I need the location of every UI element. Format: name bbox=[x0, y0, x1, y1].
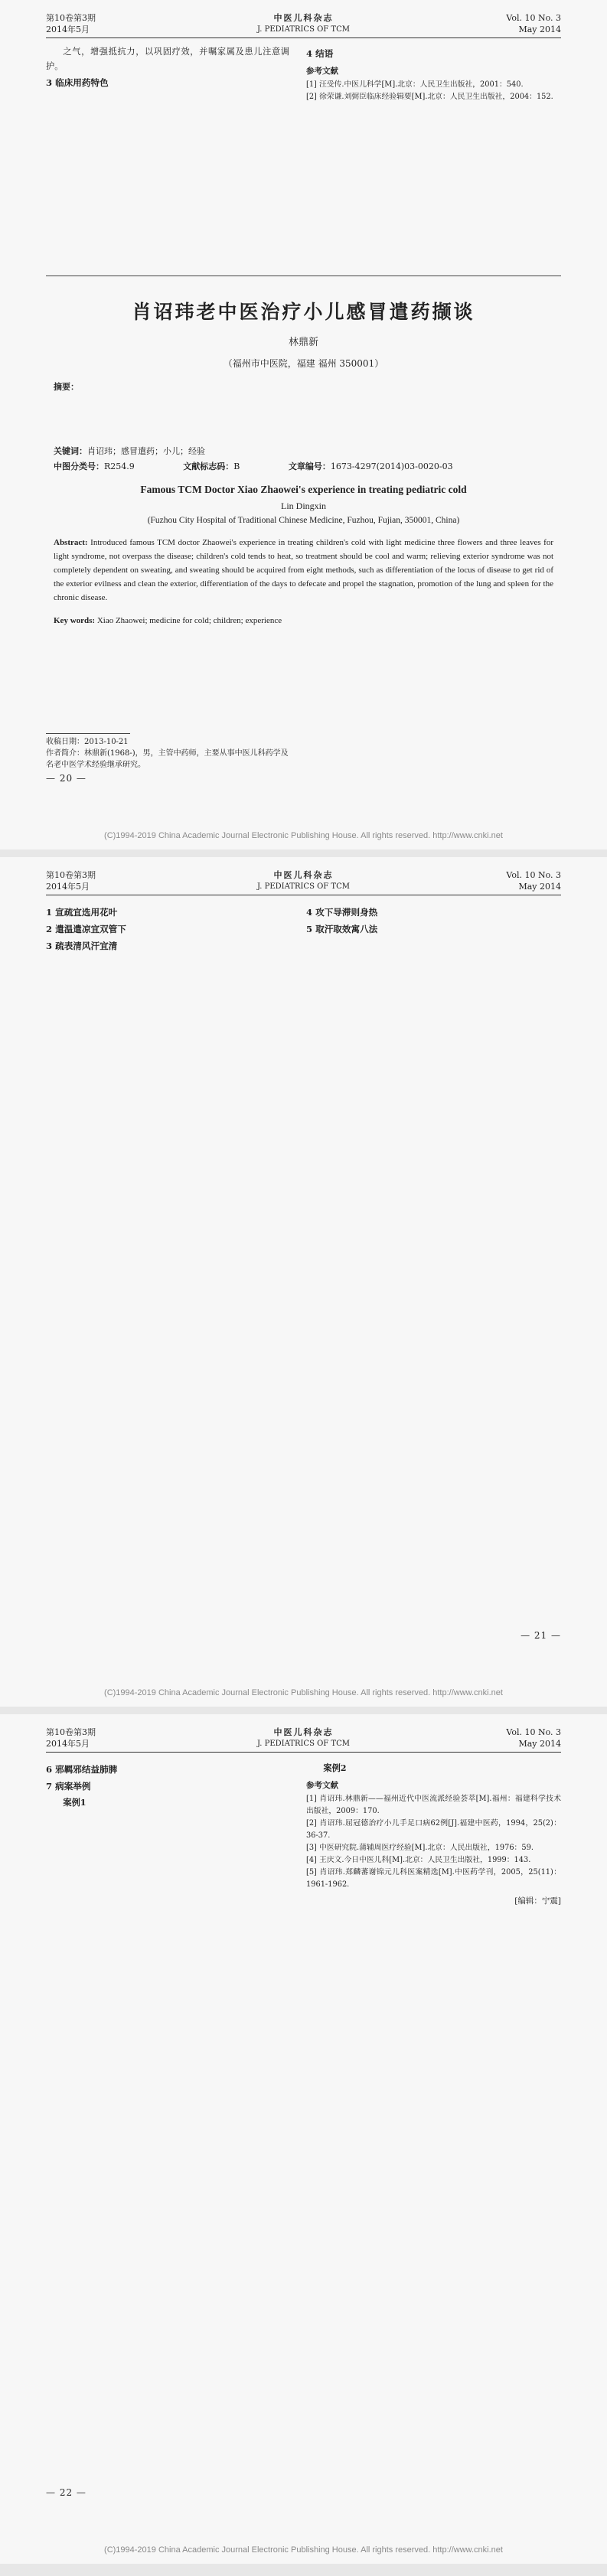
issue-month-en: May 2014 bbox=[518, 882, 561, 892]
body-col-left bbox=[46, 903, 289, 955]
keywords-en-label: Key words: bbox=[54, 616, 96, 625]
keywords-cn bbox=[54, 444, 553, 458]
journal-name-en: J. PEDIATRICS OF TCM bbox=[257, 882, 350, 891]
page-gap bbox=[0, 1707, 607, 1714]
journal-name-cn: 中医儿科杂志 bbox=[273, 13, 334, 23]
volume-number: Vol. 10 No. 3 bbox=[506, 870, 561, 880]
abstract-en bbox=[54, 536, 553, 605]
section-heading: 7 病案举例 bbox=[46, 1781, 91, 1792]
author-affiliation: （福州市中医院，福建 福州 350001） bbox=[223, 358, 384, 369]
page-number: — 21 — bbox=[521, 1630, 561, 1641]
article-id: 1673-4297(2014)03-0020-03 bbox=[330, 461, 453, 471]
abstract-cn bbox=[54, 380, 553, 394]
author-affiliation-en: (Fuzhou City Hospital of Traditional Chinese Medicine, Fuzhou, Fujian, 350001, China) bbox=[147, 516, 460, 525]
article-meta: 中图分类号：R254.9 文献标志码：B 文章编号：1673-4297(2014)03-0020-03 bbox=[54, 461, 453, 471]
keywords-text: 肖诏玮；感冒遣药；小儿；经验 bbox=[87, 446, 205, 456]
running-header bbox=[46, 6, 561, 38]
section-heading: 1 宣疏宜选用花叶 bbox=[46, 907, 118, 918]
volume-number: Vol. 10 No. 3 bbox=[506, 1727, 561, 1737]
received-date: 2013-10-21 bbox=[84, 738, 129, 746]
reference-item: [5] 肖诏玮.郑麟蕃谢锦元儿科医案精选[M].中医药学刊，2005，25(11)：1961-1962. bbox=[306, 1868, 561, 1889]
case-label: 案例1 bbox=[63, 1797, 86, 1808]
running-header bbox=[46, 1720, 561, 1753]
prev-article-col-left bbox=[46, 44, 289, 92]
reference-item: [3] 中医研究院.蒲辅周医疗经验[M].北京：人民出版社，1976：59. bbox=[306, 1844, 534, 1852]
article-title-en: Famous TCM Doctor Xiao Zhaowei's experience in treating pediatric cold bbox=[140, 484, 467, 495]
section-heading: 4 结语 bbox=[306, 48, 334, 59]
clc-number: R254.9 bbox=[104, 461, 135, 471]
case-paragraph bbox=[306, 1761, 561, 1775]
journal-name-cn: 中医儿科杂志 bbox=[273, 870, 334, 880]
section-heading: 2 遣温遣凉宜双管下 bbox=[46, 924, 126, 934]
copyright-notice: (C)1994-2019 China Academic Journal Electronic Publishing House. All rights reserved. http://www.cnki.net bbox=[104, 1688, 503, 1697]
keywords-en bbox=[54, 614, 553, 628]
prev-article-col-right bbox=[306, 44, 561, 103]
references-heading: 参考文献 bbox=[306, 1781, 338, 1790]
editor-credit: [编辑：宁震] bbox=[514, 1896, 561, 1906]
reference-item: [2] 徐荣谦.刘弼臣临床经验辑要[M].北京：人民卫生出版社，2004：152. bbox=[306, 93, 553, 101]
page-22 bbox=[0, 1714, 607, 2564]
issue-number: 第10卷第3期 bbox=[46, 13, 96, 23]
copyright-notice: (C)1994-2019 China Academic Journal Electronic Publishing House. All rights reserved. http://www.cnki.net bbox=[104, 831, 503, 840]
section-heading: 5 取汗取效寓八法 bbox=[306, 924, 378, 934]
issue-number: 第10卷第3期 bbox=[46, 870, 96, 880]
references-heading: 参考文献 bbox=[306, 67, 338, 76]
abstract-label: 摘要： bbox=[54, 382, 79, 392]
issue-date: 2014年5月 bbox=[46, 882, 90, 892]
issue-date: 2014年5月 bbox=[46, 24, 90, 34]
body-col-right bbox=[306, 903, 561, 938]
case-paragraph bbox=[46, 1795, 289, 1810]
reference-item: [4] 王庆文.今日中医儿科[M].北京：人民卫生出版社，1999：143. bbox=[306, 1856, 531, 1864]
author-bio: 作者简介：林鼎新(1968-)，男，主管中药师，主要从事中医儿科药学及名老中医学术经验继承研究。 bbox=[46, 749, 289, 769]
copyright-notice: (C)1994-2019 China Academic Journal Electronic Publishing House. All rights reserved. http://www.cnki.net bbox=[104, 2545, 503, 2555]
page-number: — 22 — bbox=[46, 2487, 86, 2498]
section-heading: 3 疏表清风汗宜清 bbox=[46, 941, 118, 951]
abstract-en-label: Abstract: bbox=[54, 538, 88, 547]
body-col-left bbox=[46, 1760, 289, 1811]
article-title: 肖诏玮老中医治疗小儿感冒遣药撷谈 bbox=[132, 301, 475, 323]
page-20 bbox=[0, 0, 607, 849]
document-code: B bbox=[233, 461, 240, 471]
author-name-en: Lin Dingxin bbox=[281, 501, 326, 511]
running-header bbox=[46, 863, 561, 895]
journal-name-cn: 中医儿科杂志 bbox=[273, 1727, 334, 1737]
keywords-en-text: Xiao Zhaowei; medicine for cold; children; experience bbox=[96, 616, 282, 625]
case-label: 案例2 bbox=[323, 1762, 347, 1773]
reference-item: [2] 肖诏玮.屈冠德治疗小儿手足口病62例[J].福建中医药，1994，25(2)：36-37. bbox=[306, 1819, 561, 1840]
keywords-label: 关键词： bbox=[54, 446, 87, 456]
footnote: 收稿日期：2013-10-21 作者简介：林鼎新(1968-)，男，主管中药师，主要从事中医儿科药学及名老中医学术经验继承研究。 bbox=[46, 738, 289, 769]
page-number: — 20 — bbox=[46, 773, 86, 784]
reference-item: [1] 汪受传.中医儿科学[M].北京：人民卫生出版社，2001：540. bbox=[306, 80, 524, 89]
issue-number: 第10卷第3期 bbox=[46, 1727, 96, 1737]
section-heading: 4 攻下导滞则身热 bbox=[306, 907, 378, 918]
prev-article-paragraph: 之气，增强抵抗力，以巩固疗效，并嘱家属及患儿注意调护。 bbox=[46, 47, 289, 71]
body-col-right bbox=[306, 1760, 561, 1909]
issue-date: 2014年5月 bbox=[46, 1739, 90, 1749]
volume-number: Vol. 10 No. 3 bbox=[506, 13, 561, 23]
journal-name-en: J. PEDIATRICS OF TCM bbox=[257, 1740, 350, 1748]
footnote-rule bbox=[46, 733, 130, 734]
issue-month-en: May 2014 bbox=[518, 24, 561, 34]
page-gap bbox=[0, 849, 607, 857]
abstract-en-text: Introduced famous TCM doctor Zhaowei's experience in treating children's cold with light medicine three flowers and three leaves for light syndrome, not overpass the disease; children's cold tends to heat, so treatment should be cool and warm; relieving exterior syndrome was not completely dependent on sweating, and sweating should be acquired from eight methods, such as differentiation of the locus of disease to get rid of the exterior evilness and clean the exterior, differentiation of the days to defecate and propel the stagnation, promotion of the lung and spleen for the chronic disease. bbox=[54, 538, 553, 602]
reference-item: [1] 肖诏玮.林鼎新——福州近代中医流派经验荟萃[M].福州：福建科学技术出版社，2009：170. bbox=[306, 1795, 561, 1815]
page-21 bbox=[0, 857, 607, 1707]
section-heading: 3 临床用药特色 bbox=[46, 77, 109, 88]
author-name: 林鼎新 bbox=[288, 337, 318, 348]
section-heading: 6 邪羁邪结益肺脾 bbox=[46, 1764, 118, 1775]
issue-month-en: May 2014 bbox=[518, 1739, 561, 1749]
journal-name-en: J. PEDIATRICS OF TCM bbox=[257, 25, 350, 34]
